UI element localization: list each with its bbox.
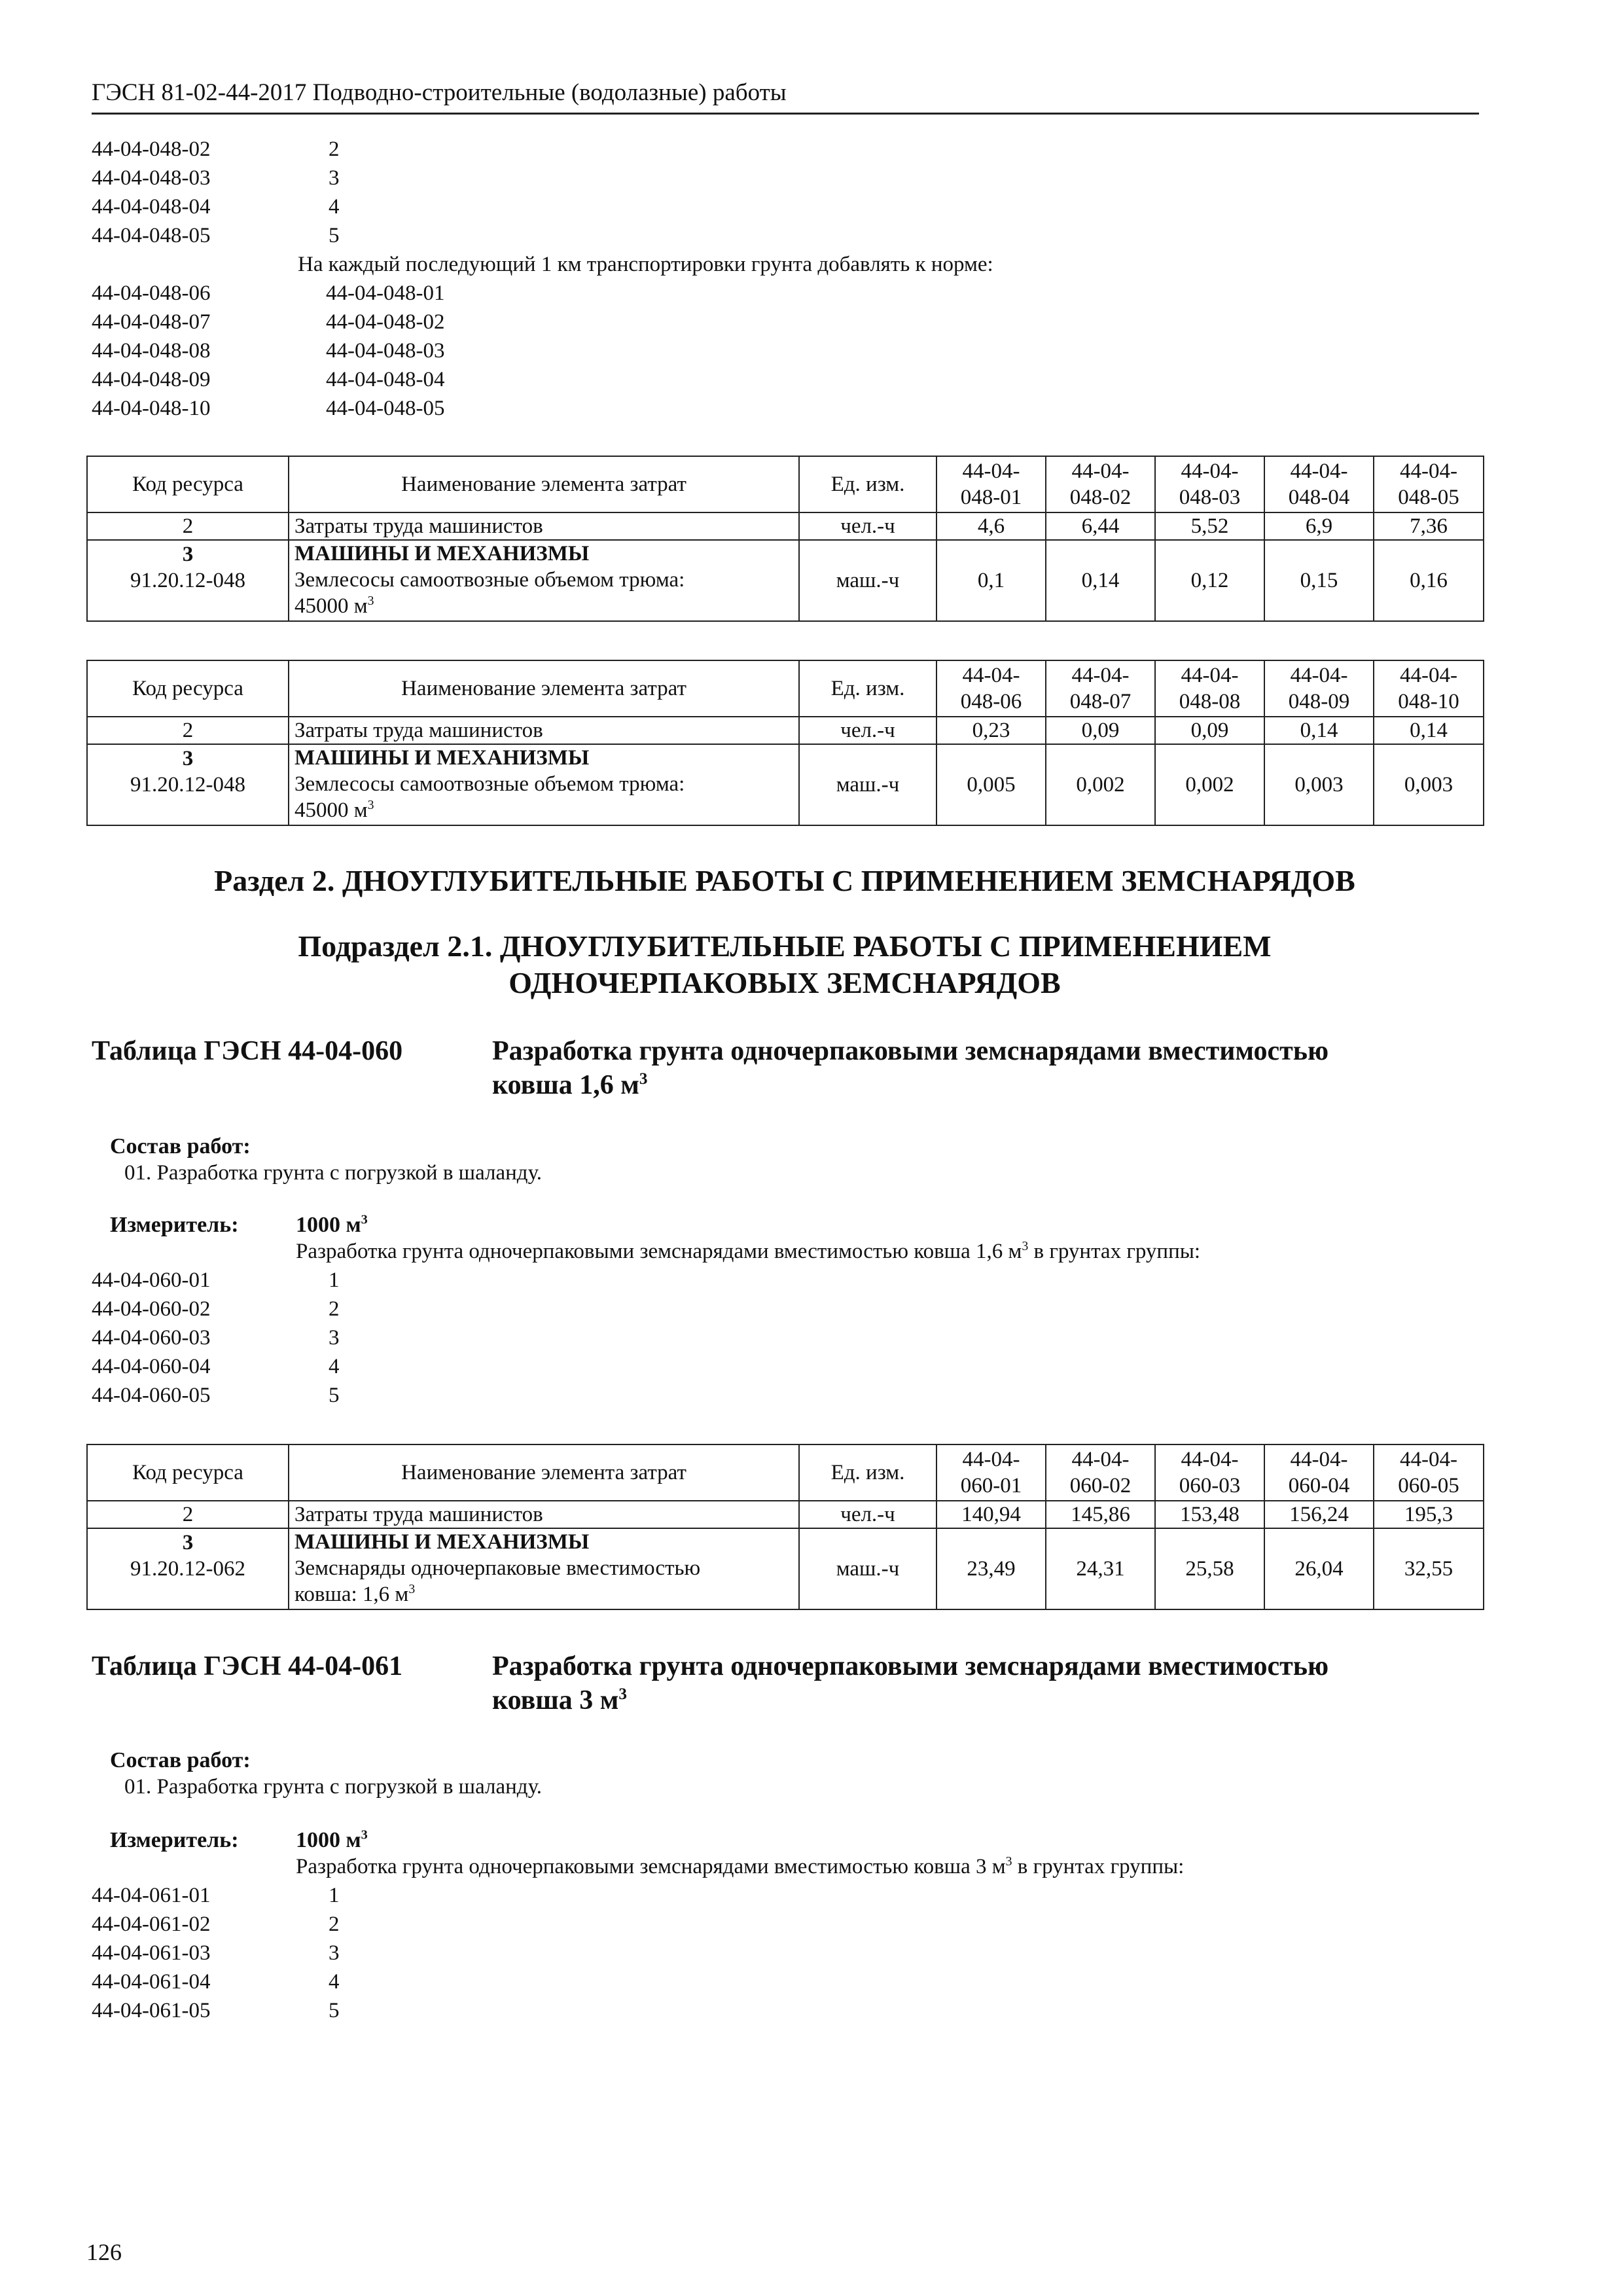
col-header-name: Наименование элемента затрат (289, 660, 799, 717)
table-row-labor: 2 Затраты труда машинистов чел.-ч 140,94 145,86 153,48 156,24 195,3 (87, 1501, 1484, 1528)
table-header-row (87, 660, 1484, 717)
table-row-labor: 2 Затраты труда машинистов чел.-ч 4,6 6,44 5,52 6,9 7,36 (87, 512, 1484, 540)
section-title: Раздел 2. ДНОУГЛУБИТЕЛЬНЫЕ РАБОТЫ С ПРИМЕНЕНИЕМ ЗЕМСНАРЯДОВ (214, 864, 1355, 897)
meter-label: Измеритель: (110, 1828, 239, 1852)
table-header-row (87, 456, 1484, 512)
col-header-norm: 44-04- 060-02 (1046, 1444, 1155, 1501)
table-row-machines: 3 91.20.12-062 МАШИНЫ И МЕХАНИЗМЫ Земснаряды одночерпаковые вместимостью ковша: 1,6 $м^3$ маш.-ч 23,49 24,31 25,58 26,04 32,55 (87, 1528, 1484, 1609)
meter-label: Измеритель: (110, 1213, 239, 1237)
col-header-norm: 44-04- 048-09 (1264, 660, 1374, 717)
col-header-norm: 44-04- 060-03 (1155, 1444, 1264, 1501)
meter-value: 1000 $м^3$ (296, 1827, 368, 1852)
running-header: ГЭСН 81-02-44-2017 Подводно-строительные (водолазные) работы (92, 77, 1479, 115)
col-header-unit: Ед. изм. (799, 456, 936, 512)
meter-value: 1000 $м^3$ (296, 1212, 368, 1237)
col-header-unit: Ед. изм. (799, 1444, 936, 1501)
col-header-norm: 44-04- 048-08 (1155, 660, 1264, 717)
work-composition-item: 01. Разработка грунта с погрузкой в шаланду. (124, 1161, 543, 1185)
subsection-title-line1: Подраздел 2.1. ДНОУГЛУБИТЕЛЬНЫЕ РАБОТЫ С ПРИМЕНЕНИЕМ (298, 929, 1272, 963)
resource-table-048-01-05 (86, 456, 1484, 622)
col-header-code: Код ресурса (87, 660, 289, 717)
table-row-machines: 3 91.20.12-048 МАШИНЫ И МЕХАНИЗМЫ Землесосы самоотвозные объемом трюма: 45000 $м^3$ маш.-ч 0,1 0,14 0,12 0,15 0,16 (87, 540, 1484, 621)
subsection-title-line2: ОДНОЧЕРПАКОВЫХ ЗЕМСНАРЯДОВ (508, 966, 1061, 999)
col-header-norm: 44-04- 048-02 (1046, 456, 1155, 512)
table-row-machines: 3 91.20.12-048 МАШИНЫ И МЕХАНИЗМЫ Землесосы самоотвозные объемом трюма: 45000 $м^3$ маш.-ч 0,005 0,002 0,002 0,003 0,003 (87, 744, 1484, 825)
col-header-norm: 44-04- 048-04 (1264, 456, 1374, 512)
col-header-name: Наименование элемента затрат (289, 456, 799, 512)
col-header-norm: 44-04- 060-04 (1264, 1444, 1374, 1501)
work-composition-label: Состав работ: (110, 1134, 251, 1158)
col-header-norm: 44-04- 048-03 (1155, 456, 1264, 512)
col-header-name: Наименование элемента затрат (289, 1444, 799, 1501)
document-page: ГЭСН 81-02-44-2017 Подводно-строительные (водолазные) работы 44-04-048-02 2 44-04-048-03 3 44-04-048-04 4 44-04-048-05 5 На каждый последующий 1 км транспортировки грунта добавлять к норме: 44-04-048-06 44-04-048-01 44-04-048-07 44-04-048-02 44-04-048-08 44-04-048-03 44-04-048-09 44-04-048-04 44-04-048-10 44-04-048-05 Код ресурса Наименование элемента затрат Ед. изм. 44-04- 048-01 44-04- 048-02 44-04- 048-03 44-04- 048-04 44-04- 048-05 2 Затраты труда машинистов чел.-ч 4,6 6,44 5,52 6,9 7,36 3 91.20.12-048 МАШИНЫ И МЕХАНИЗМЫ Землесосы самоотвозные объемом трюма: 45000 $м^3$ маш.-ч 0,1 0,14 0,12 0,15 0,16 Код ресурса Наименование элемента затрат Ед. изм. 44-04- 048-06 44-04- 048-07 44-04- 048-08 44-04- 048-09 44-04- 048-10 2 Затраты труда машинистов чел.-ч 0,23 0,09 0,09 0,14 0,14 3 91.20.12-048 МАШИНЫ И МЕХАНИЗМЫ Землесосы самоотвозные объемом трюма: 45000 $м^3$ маш.-ч 0,005 0,002 0,002 0,003 0,003 Раздел 2. ДНОУГЛУБИТЕЛЬНЫЕ РАБОТЫ С ПРИМЕНЕНИЕМ ЗЕМСНАРЯДОВ Подраздел 2.1. ДНОУГЛУБИТЕЛЬНЫЕ РАБОТЫ С ПРИМЕНЕНИЕМ ОДНОЧЕРПАКОВЫХ ЗЕМСНАРЯДОВ Таблица ГЭСН 44-04-060 Разработка грунта одночерпаковыми земснарядами вместимостью ковша 1,6 $м^3$ Состав работ: 01. Разработка грунта с погрузкой в шаланду. Измеритель: 1000 $м^3$ Разработка грунта одночерпаковыми земснарядами вместимостью ковша 1,6 $м^3$ в грунтах группы: 44-04-060-01 1 44-04-060-02 2 44-04-060-03 3 44-04-060-04 4 44-04-060-05 5 Код ресурса Наименование элемента затрат Ед. изм. 44-04- 060-01 44-04- 060-02 44-04- 060-03 44-04- 060-04 44-04- 060-05 2 Затраты труда машинистов чел.-ч 140,94 145,86 153,48 156,24 195,3 3 91.20.12-062 МАШИНЫ И МЕХАНИЗМЫ Земснаряды одночерпаковые вместимостью ковша: 1,6 $м^3$ маш.-ч 23,49 24,31 25,58 26,04 32,55 Таблица ГЭСН 44-04-061 Разработка грунта одночерпаковыми земснарядами вместимостью ковша 3 $м^3$ Состав работ: 01. Разработка грунта с погрузкой в шаланду. Измеритель: 1000 $м^3$ Разработка грунта одночерпаковыми земснарядами вместимостью ковша 3 $м^3$ в грунтах группы: 44-04-061-01 1 44-04-061-02 2 44-04-061-03 3 44-04-061-04 4 44-04-061-05 5 126 (0, 0, 1623, 2296)
col-header-norm: 44-04- 048-06 (936, 660, 1046, 717)
table-name: Разработка грунта одночерпаковыми земснарядами вместимостью ковша 1,6 $м^3$ (492, 1036, 1329, 1100)
work-composition-label: Состав работ: (110, 1748, 251, 1772)
col-header-norm: 44-04- 048-05 (1374, 456, 1484, 512)
table-number: Таблица ГЭСН 44-04-060 (92, 1036, 403, 1066)
col-header-norm: 44-04- 060-01 (936, 1444, 1046, 1501)
meter-description: Разработка грунта одночерпаковыми земснарядами вместимостью ковша 3 $м^3$ в грунтах группы: (296, 1854, 1185, 1878)
col-header-code: Код ресурса (87, 456, 289, 512)
col-header-code: Код ресурса (87, 1444, 289, 1501)
col-header-norm: 44-04- 048-01 (936, 456, 1046, 512)
col-header-norm: 44-04- 048-10 (1374, 660, 1484, 717)
meter-description: Разработка грунта одночерпаковыми земснарядами вместимостью ковша 1,6 $м^3$ в грунтах группы: (296, 1239, 1201, 1263)
table-row-labor: 2 Затраты труда машинистов чел.-ч 0,23 0,09 0,09 0,14 0,14 (87, 717, 1484, 744)
resource-table-060 (86, 1444, 1484, 1610)
table-061-heading (92, 1649, 1479, 1721)
col-header-norm: 44-04- 048-07 (1046, 660, 1155, 717)
table-number: Таблица ГЭСН 44-04-061 (92, 1651, 403, 1681)
work-composition-item: 01. Разработка грунта с погрузкой в шаланду. (124, 1775, 543, 1799)
table-header-row (87, 1444, 1484, 1501)
table-060-heading (92, 1034, 1479, 1106)
page-number: 126 (86, 2239, 122, 2265)
col-header-norm: 44-04- 060-05 (1374, 1444, 1484, 1501)
table-name: Разработка грунта одночерпаковыми земснарядами вместимостью ковша 3 $м^3$ (492, 1651, 1329, 1715)
resource-table-048-06-10 (86, 660, 1484, 826)
col-header-unit: Ед. изм. (799, 660, 936, 717)
